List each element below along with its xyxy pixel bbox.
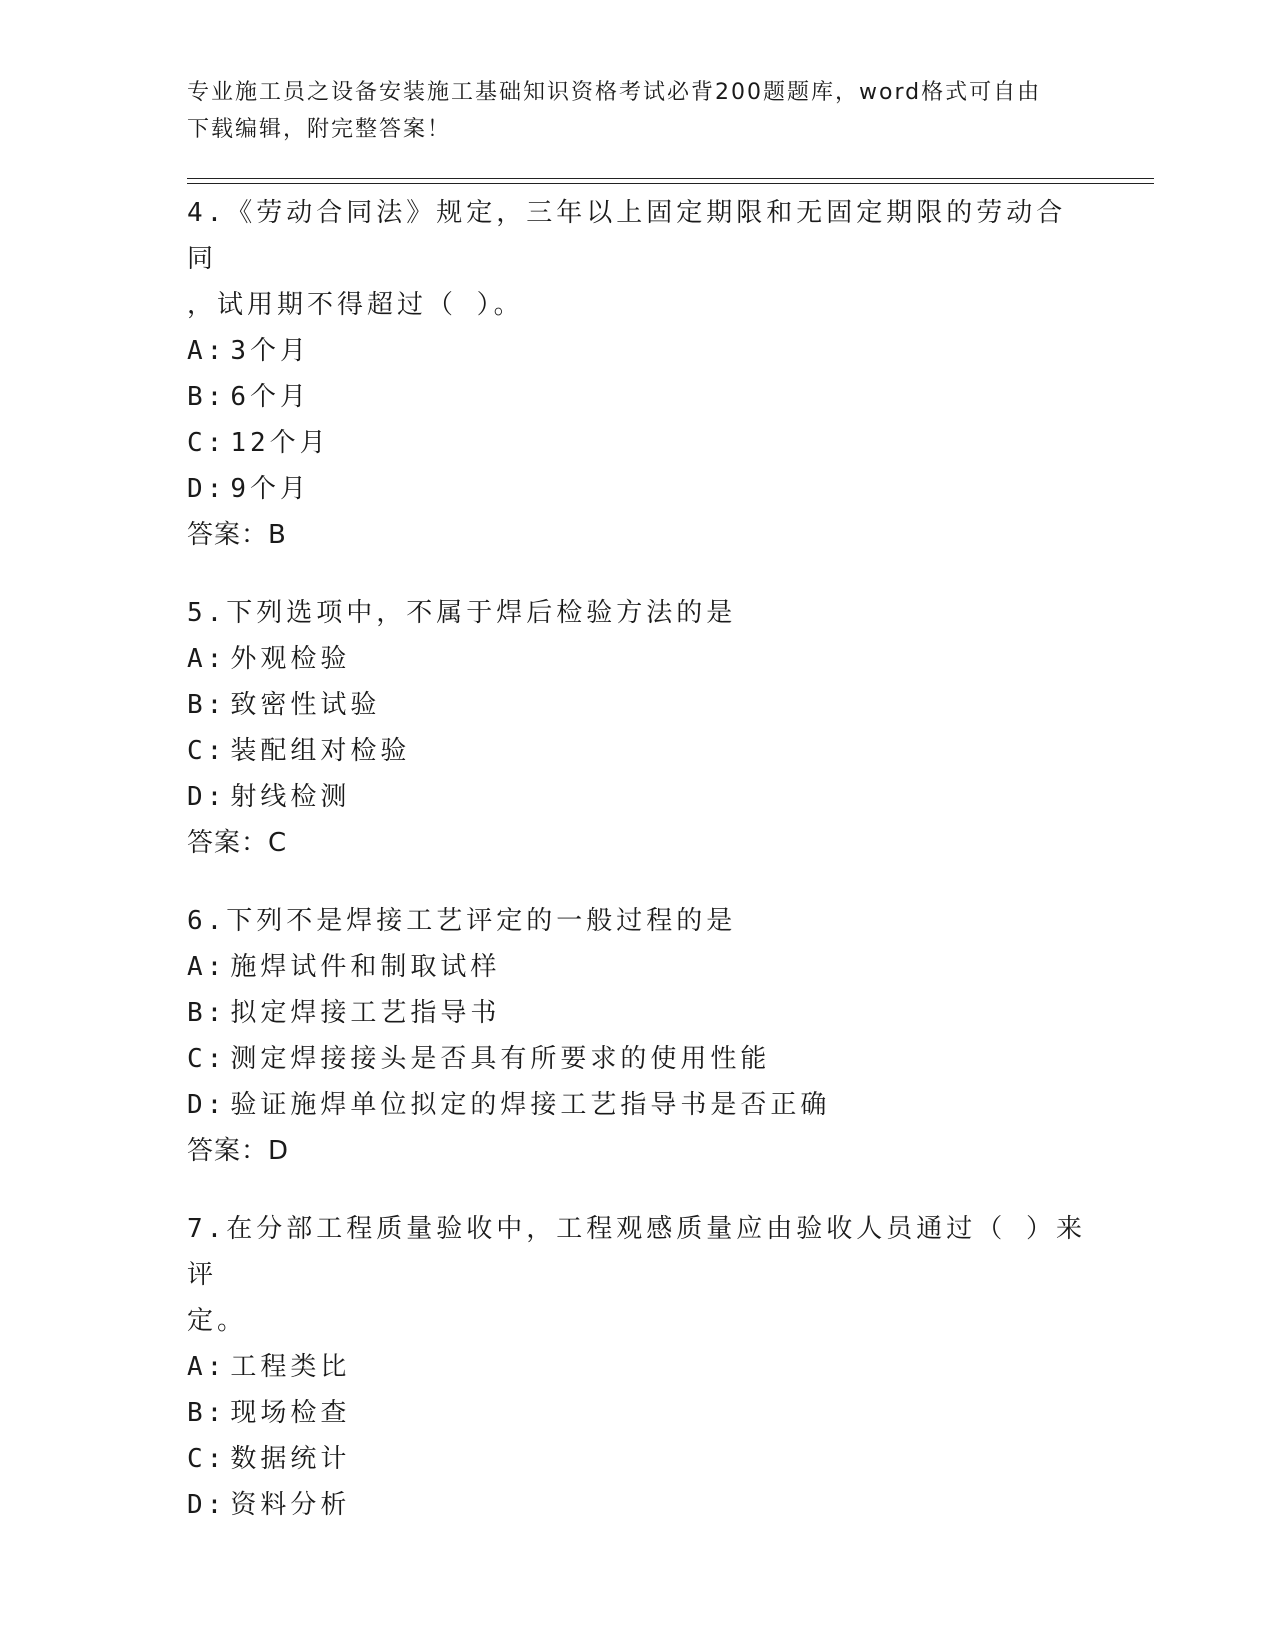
header-line-1: 专业施工员之设备安装施工基础知识资格考试必背200题题库，word格式可自由 [187, 80, 1042, 105]
question-list [187, 190, 1087, 1560]
option-key: B: [187, 382, 227, 412]
option-c [187, 420, 1087, 466]
option-a [187, 328, 1087, 374]
option-b [187, 682, 1087, 728]
option-text: 测定焊接接头是否具有所要求的使用性能 [230, 1044, 771, 1074]
document-header [187, 74, 1067, 148]
option-text: 资料分析 [230, 1490, 351, 1520]
question-6 [187, 898, 1087, 1174]
option-d [187, 774, 1087, 820]
option-key: B: [187, 690, 227, 720]
answer-line: 答案：D [187, 1136, 290, 1166]
option-d [187, 466, 1087, 512]
option-key: A: [187, 1352, 227, 1382]
option-key: C: [187, 1044, 227, 1074]
option-text: 6个月 [230, 382, 310, 412]
option-key: D: [187, 474, 227, 504]
option-text: 施焊试件和制取试样 [230, 952, 501, 982]
option-text: 验证施焊单位拟定的焊接工艺指导书是否正确 [230, 1090, 831, 1120]
option-text: 12个月 [230, 428, 330, 458]
question-5 [187, 590, 1087, 866]
option-text: 3个月 [230, 336, 310, 366]
option-text: 拟定焊接工艺指导书 [230, 998, 501, 1028]
question-text-line-1: 7.在分部工程质量验收中，工程观感质量应由验收人员通过（ ）来评 [187, 1214, 1086, 1290]
question-text-line-1: 5.下列选项中，不属于焊后检验方法的是 [187, 598, 737, 628]
option-c [187, 1436, 1087, 1482]
option-b [187, 1390, 1087, 1436]
option-a [187, 636, 1087, 682]
question-text-line-1: 4.《劳动合同法》规定，三年以上固定期限和无固定期限的劳动合同 [187, 198, 1067, 274]
option-key: D: [187, 782, 227, 812]
option-key: B: [187, 1398, 227, 1428]
option-c [187, 728, 1087, 774]
option-text: 工程类比 [230, 1352, 351, 1382]
option-c [187, 1036, 1087, 1082]
header-divider-top [187, 178, 1154, 179]
option-key: A: [187, 644, 227, 674]
option-key: C: [187, 428, 227, 458]
option-key: A: [187, 336, 227, 366]
option-key: D: [187, 1090, 227, 1120]
option-a [187, 944, 1087, 990]
answer-line: 答案：B [187, 520, 287, 550]
question-text-line-2: ，试用期不得超过（ ）。 [187, 290, 524, 320]
question-4 [187, 190, 1087, 558]
option-text: 射线检测 [230, 782, 351, 812]
option-text: 数据统计 [230, 1444, 351, 1474]
option-text: 9个月 [230, 474, 310, 504]
option-b [187, 374, 1087, 420]
option-b [187, 990, 1087, 1036]
header-line-2: 下载编辑，附完整答案！ [187, 117, 452, 142]
option-d [187, 1482, 1087, 1528]
question-text-line-2: 定。 [187, 1306, 248, 1336]
header-divider-bottom [187, 183, 1154, 184]
option-text: 装配组对检验 [230, 736, 411, 766]
option-key: A: [187, 952, 227, 982]
answer-line: 答案：C [187, 828, 288, 858]
option-key: B: [187, 998, 227, 1028]
option-key: D: [187, 1490, 227, 1520]
question-text-line-1: 6.下列不是焊接工艺评定的一般过程的是 [187, 906, 737, 936]
option-text: 现场检查 [230, 1398, 351, 1428]
option-key: C: [187, 736, 227, 766]
option-a [187, 1344, 1087, 1390]
option-text: 致密性试验 [230, 690, 381, 720]
option-key: C: [187, 1444, 227, 1474]
question-7 [187, 1206, 1087, 1528]
option-d [187, 1082, 1087, 1128]
option-text: 外观检验 [230, 644, 351, 674]
